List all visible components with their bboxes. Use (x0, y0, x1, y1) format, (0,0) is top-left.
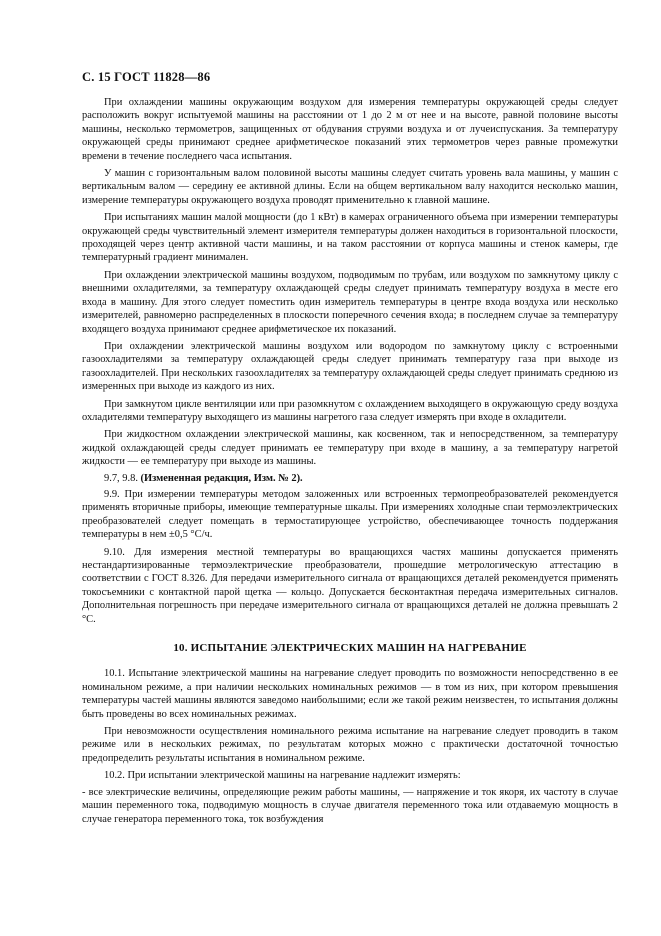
page-header: С. 15 ГОСТ 11828—86 (82, 70, 211, 84)
paragraph: При охлаждении машины окружающим воздухом для измерения температуры окружающей среды следует расположить вокруг испытуемой машины на расстоянии от 1 до 2 м от нее и на высоте, равной половине высоты машины, несколько термометров, защищенных от обдувания струями воздуха и от лучеиспускания. За температуру окружающей среды принимают среднее арифметическое показаний этих термометров через равные промежутки времени в течение последнего часа испытания. (82, 97, 618, 162)
paragraph: При жидкостном охлаждении электрической машины, как косвенном, так и непосредственном, за температуру жидкой охлаждающей среды следует принимать ее температуру при входе в машину, а за температуру нагретой жидкости — ее температуру при выходе из машины. (82, 429, 618, 468)
paragraph: При испытаниях машин малой мощности (до 1 кВт) в камерах ограниченного объема при измерении температуры окружающей среды чувствительный элемент измерителя температуры должен находиться в горизонтальной плоскости, проходящей через центр активной части машины, и на таком расстоянии от корпуса машины и стенок камеры, где температурный градиент минимален. (82, 212, 618, 264)
item-number: 9.7, 9.8. (104, 472, 138, 484)
amendment-note: (Измененная редакция, Изм. № 2). (140, 472, 303, 484)
paragraph: При охлаждении электрической машины воздухом или водородом по замкнутому циклу с встроенными газоохладителями за температуру охлаждающей среды следует принимать температуру газа при выходе из газоохладителей. При нескольких газоохладителях за температуру охлаждающей среды следует принимать среднюю из измеренных при выходе из каждого из них. (82, 340, 618, 393)
paragraph: При охлаждении электрической машины воздухом, подводимым по трубам, или воздухом по замкнутому циклу с внешними охладителями, за температуру охлаждающей среды следует принимать температуру воздуха в месте его входа в машину. Для этого следует поместить один измеритель температуры в центре входа воздуха или несколько измерителей, равномерно распределенных в плоскости поперечного сечения входа; в последнем случае за температуру входящего воздуха принимают среднее арифметическое их показаний. (82, 269, 618, 335)
list-item: - все электрические величины, определяющие режим работы машины, — напряжение и ток якоря, их частоту в случае машин переменного тока, подводимую мощность в случае двигателя переменного тока или отдаваемую мощность в случае генератора переменного тока, ток возбуждения (82, 786, 618, 825)
paragraph: При замкнутом цикле вентиляции или при разомкнутом с охлаждением выходящего в окружающую среду воздуха охладителями температуру выходящего из машины нагретого газа следует измерять при входе в охладители. (82, 398, 618, 423)
document-body (82, 96, 618, 830)
item-9-9: 9.9. При измерении температуры методом заложенных или встроенных термопреобразователей рекомендуется применять вторичные приборы, имеющие температурные шкалы. При измерениях холодные спаи термоэлектрических преобразователей следует помещать в термостатирующее устройство, обеспечивающее точность поддержания температуры в нем ±0,5 °С/ч. (82, 488, 618, 541)
item-10-2: 10.2. При испытании электрической машины на нагревание надлежит измерять: (104, 770, 461, 782)
item-10-1: 10.1. Испытание электрической машины на нагревание следует проводить по возможности непосредственно в ее номинальном режиме, а при наличии нескольких номинальных режимов — в том из них, при котором превышения температуры частей машины являются заведомо наибольшими; если же такой режим неизвестен, то испытания должны быть проведены во всех номинальных режимах. (82, 668, 618, 720)
item-9-10: 9.10. Для измерения местной температуры во вращающихся частях машины допускается применять нестандартизированные термоэлектрические преобразователи, прошедшие метрологическую аттестацию в соответствии с ГОСТ 8.326. Для передачи измерительного сигнала от вращающихся деталей рекомендуется применять токосъемники с контактной парой щетка — кольцо. Допускается бесконтактная передача измерительных сигналов. Дополнительная погрешность при передаче измерительного сигнала от вращающихся деталей не должна превышать 2 °С. (82, 546, 618, 625)
item-9-7-9-8 (82, 472, 618, 485)
paragraph: У машин с горизонтальным валом половиной высоты машины следует считать уровень вала машины, у машин с вертикальным валом — середину ее активной длины. Если на общем вертикальном валу находится несколько машин, измерение температуры окружающего воздуха проводят применительно к главной машине. (82, 168, 618, 206)
section-title: 10. ИСПЫТАНИЕ ЭЛЕКТРИЧЕСКИХ МАШИН НА НАГРЕВАНИЕ (173, 642, 527, 655)
paragraph: При невозможности осуществления номинального режима испытание на нагревание следует проводить в таком режиме или в нескольких режимах, по результатам которых можно с практически достаточной точностью предопределить результаты испытания в номинальном режиме. (82, 726, 618, 764)
